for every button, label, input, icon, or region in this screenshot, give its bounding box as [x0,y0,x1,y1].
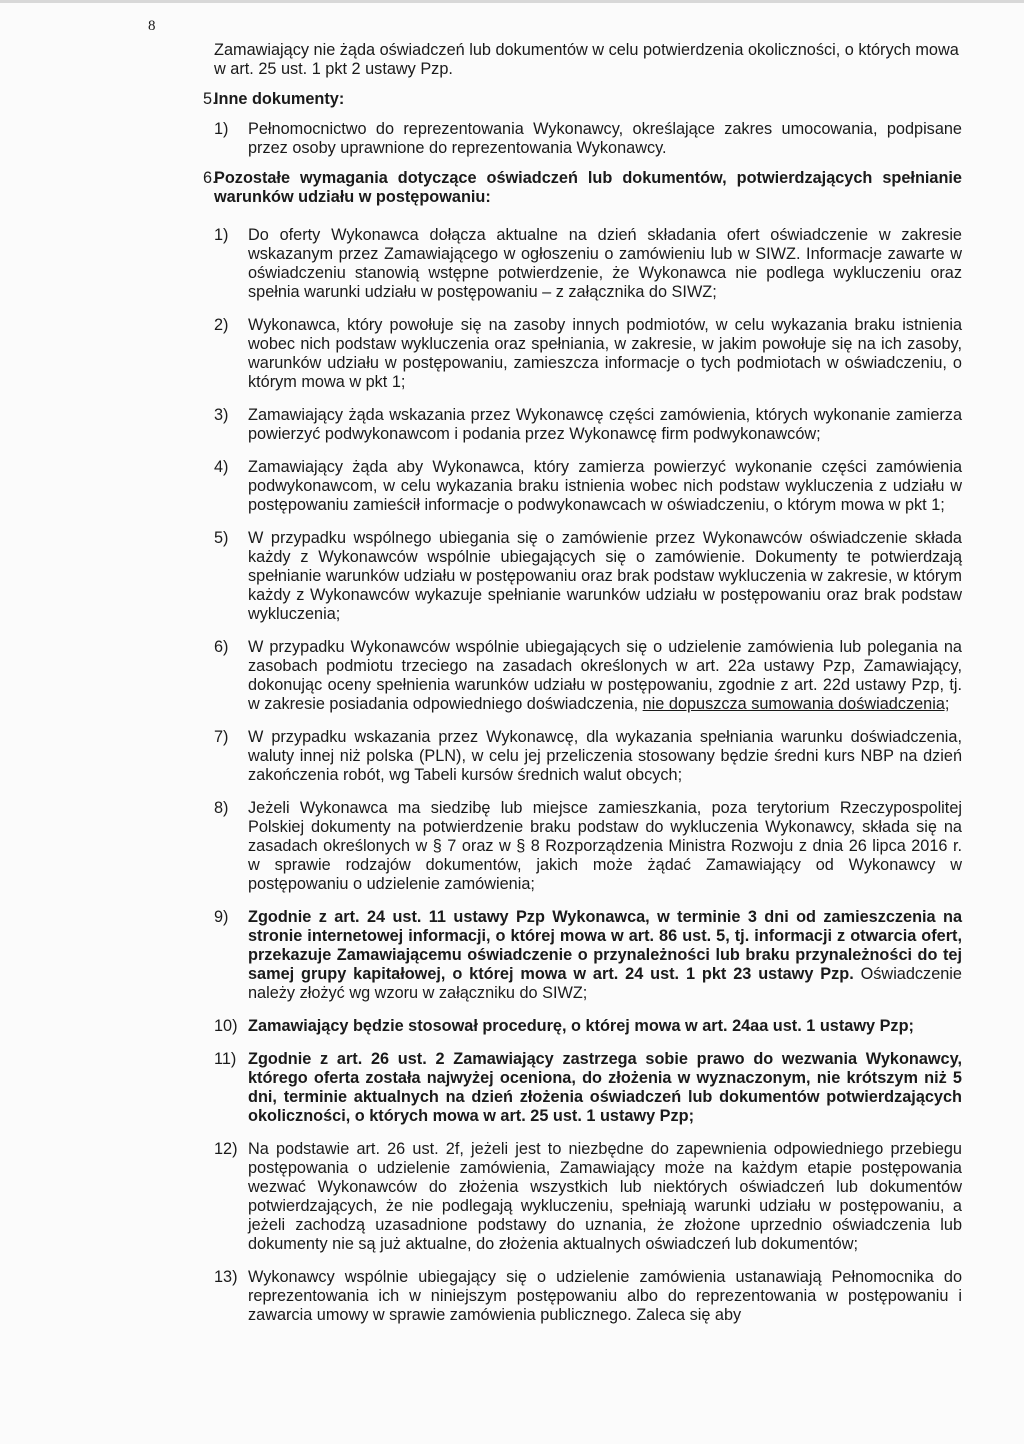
scan-edge [0,0,1024,3]
list-item-plain-text: Oświadczenie należy złożyć wg wzoru w załączniku do SIWZ; [248,965,962,1002]
list-item-plain-text: W przypadku Wykonawców wspólnie ubiegających się o udzielenie zamówienia lub polegania na zasobach podmiotu trzeciego na zasadach określonych w art. 22a ustawy Pzp, Zamawiający, dokonując oceny spełnienia warunków udziału w postępowaniu, zgodnie z art. 22d ustawy Pzp, tj. w zakresie posiadania odpowiedniego doświadczenia, [248,638,962,713]
section-5-items [210,120,962,158]
list-item-plain-text: Zamawiający żąda wskazania przez Wykonawcę części zamówienia, których wykonanie zamierza powierzyć podwykonawcom i podania przez Wykonawcę firm podwykonawców; [248,406,962,443]
list-item-plain-text: Do oferty Wykonawca dołącza aktualne na dzień składania ofert oświadczenie w zakresie wskazanym przez Zamawiającego w ogłoszeniu o zamówieniu lub w SIWZ. Informacje zawarte w oświadczeniu stanowią wstępne potwierdzenie, że Wykonawca nie podlega wykluczeniu oraz spełnia warunki udziału w postępowaniu – z załącznika do SIWZ; [248,226,962,301]
list-item-text [248,226,962,302]
list-item-plain-text: W przypadku wspólnego ubiegania się o zamówienie przez Wykonawców oświadczenie składa każdy z Wykonawców wspólnie ubiegających się o zamówienie. Dokumenty te potwierdzają spełnianie warunków udziału w postępowaniu oraz brak podstaw wykluczenia w zakresie, w którym każdy z Wykonawców wykazuje spełnianie warunków udziału w postępowaniu oraz brak podstaw wykluczenia; [248,529,962,623]
list-item-number: 7) [214,728,229,746]
list-item-number: 6) [214,638,229,656]
list-item [214,1268,962,1325]
list-item [214,529,962,624]
section-6 [203,169,962,1325]
list-item-text [248,316,962,392]
list-item-plain-text: W przypadku wskazania przez Wykonawcę, dla wykazania spełniania warunku doświadczenia, waluty innej niż polska (PLN), w celu jej przeliczenia stosowany będzie średni kurs NBP na dzień zakończenia robót, wg Tabeli kursów średnich walut obcych; [248,728,962,784]
list-item [214,226,962,302]
list-item-text [248,406,962,444]
list-item-text [248,799,962,894]
page-number: 8 [148,18,156,34]
list-item-text [248,529,962,624]
list-item-text [248,458,962,515]
list-item-number: 4) [214,458,229,476]
list-item [214,406,962,444]
section-number: 5. [203,90,217,108]
list-item [214,908,962,1003]
list-item-number: 8) [214,799,229,817]
list-item-number: 5) [214,529,229,547]
list-item-plain-text: Na podstawie art. 26 ust. 2f, jeżeli jest to niezbędne do zapewnienia odpowiedniego przebiegu postępowania o udzielenie zamówienia, Zamawiający może na każdym etapie postępowania wezwać Wykonawców do złożenia wszystkich lub niektórych oświadczeń lub dokumentów potwierdzających, że nie podlegają wykluczeniu, spełniają warunki udziału w postępowaniu, a jeżeli zachodzą uzasadnione podstawy do uznania, że złożone uprzednio oświadczenia lub dokumenty nie są już aktualne, do złożenia aktualnych oświadczeń lub dokumentów; [248,1140,962,1253]
list-item-number: 3) [214,406,229,424]
list-item-plain-text: Jeżeli Wykonawca ma siedzibę lub miejsce zamieszkania, poza terytorium Rzeczypospolitej Polskiej dokumenty na potwierdzenie braku podstaw do wykluczenia Wykonawcy, składa się na zasadach określonych w § 7 oraz w § 8 Rozporządzenia Ministra Rozwoju z dnia 26 lipca 2016 r. w sprawie rodzajów dokumentów, jakich może żądać Zamawiający od Wykonawcy w postępowaniu o udzielenie zamówienia; [248,799,962,893]
list-item [214,458,962,515]
list-item-text [248,728,962,785]
list-item-text [248,1050,962,1126]
list-item-text [248,1017,962,1036]
list-item-text [248,1140,962,1254]
list-item [214,1050,962,1126]
list-item-number: 1) [214,120,229,138]
list-item-text [248,638,962,714]
section-title: Pozostałe wymagania dotyczące oświadczeń lub dokumentów, potwierdzających spełnianie warunków udziału w postępowaniu: [214,169,962,206]
list-item-text [248,120,962,158]
list-item [214,316,962,392]
list-item-number: 11) [214,1050,237,1068]
list-item-number: 10) [214,1017,238,1035]
intro-paragraph: Zamawiający nie żąda oświadczeń lub dokumentów w celu potwierdzenia okoliczności, o których mowa w art. 25 ust. 1 pkt 2 ustawy Pzp. [214,41,959,78]
list-item [214,728,962,785]
list-item-bold-text: Zamawiający będzie stosował procedurę, o której mowa w art. 24aa ust. 1 ustawy Pzp; [248,1017,914,1035]
list-item-text [248,908,962,1003]
list-item-number: 12) [214,1140,238,1158]
list-item-plain-text: Zamawiający żąda aby Wykonawca, który zamierza powierzyć wykonanie części zamówienia podwykonawcom, w celu wykazania braku istnienia wobec nich podstaw wykluczenia z udziału w postępowaniu zamieścił informacje o podwykonawcach w oświadczeniu, o którym mowa w pkt 1; [248,458,962,514]
list-item-bold-text: Zgodnie z art. 26 ust. 2 Zamawiający zastrzega sobie prawo do wezwania Wykonawcy, którego oferta została najwyżej oceniona, do złożenia w wyznaczonym, nie krótszym niż 5 dni, terminie aktualnych na dzień złożenia oświadczeń lub dokumentów potwierdzających okoliczności, o których mowa w art. 25 ust. 1 ustawy Pzp; [248,1050,962,1125]
list-item [214,799,962,894]
document-body [203,41,962,1325]
list-item-text [248,1268,962,1325]
list-item-number: 1) [214,226,229,244]
section-title: Inne dokumenty: [214,90,345,108]
list-item [214,638,962,714]
list-item-bold-text: Zgodnie z art. 24 ust. 11 ustawy Pzp Wykonawca, w terminie 3 dni od zamieszczenia na stronie internetowej informacji, o której mowa w art. 86 ust. 5, tj. informacji z otwarcia ofert, przekazuje Zamawiającemu oświadczenie o przynależności lub braku przynależności do tej samej grupy kapitałowej, o której mowa w art. 24 ust. 1 pkt 23 ustawy Pzp. [248,908,962,983]
list-item-plain-text: Pełnomocnictwo do reprezentowania Wykonawcy, określające zakres umocowania, podpisane przez osoby uprawnione do reprezentowania Wykonawcy. [248,120,962,157]
list-item [214,1017,962,1036]
list-item-plain-text: Wykonawcy wspólnie ubiegający się o udzielenie zamówienia ustanawiają Pełnomocnika do reprezentowania ich w niniejszym postępowaniu albo do reprezentowania w postępowaniu i zawarcia umowy w sprawie zamówienia publicznego. Zaleca się aby [248,1268,962,1324]
list-item [214,120,962,158]
list-item-plain-text: Wykonawca, który powołuje się na zasoby innych podmiotów, w celu wykazania braku istnienia wobec nich podstaw wykluczenia oraz spełniania, w zakresie, w jakim powołuje się na ich zasoby, warunków udziału w postępowaniu, zamieszcza informacje o tych podmiotach w oświadczeniu, o którym mowa w pkt 1; [248,316,962,391]
list-item-number: 9) [214,908,229,926]
section-6-items [210,226,962,1325]
list-item-number: 2) [214,316,229,334]
section-number: 6. [203,169,217,187]
list-item [214,1140,962,1254]
list-item-number: 13) [214,1268,238,1286]
section-5 [203,90,962,158]
list-item-underlined-text: nie dopuszcza sumowania doświadczenia; [642,695,950,713]
